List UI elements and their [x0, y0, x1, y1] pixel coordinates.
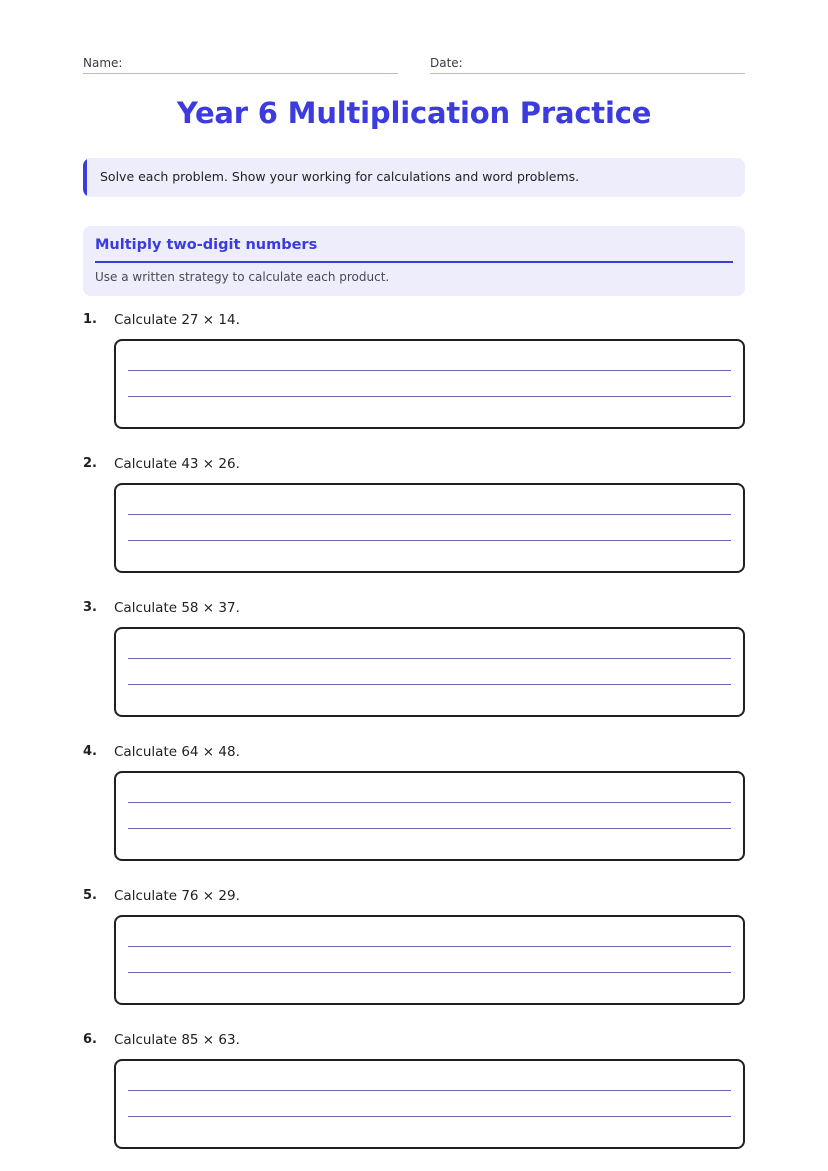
question-number: 3. [83, 600, 97, 615]
answer-line [128, 1116, 731, 1117]
section-header [83, 226, 745, 296]
answer-box[interactable] [114, 1059, 745, 1149]
answer-line [128, 802, 731, 803]
date-field[interactable] [430, 52, 745, 74]
answer-line [128, 370, 731, 371]
question-6 [83, 1031, 745, 1151]
question-number: 5. [83, 888, 97, 903]
answer-box[interactable] [114, 339, 745, 429]
question-number: 1. [83, 312, 97, 327]
page-title: Year 6 Multiplication Practice [176, 96, 652, 130]
section-title: Multiply two-digit numbers [95, 235, 733, 263]
answer-line [128, 658, 731, 659]
question-number: 2. [83, 456, 97, 471]
question-number: 4. [83, 744, 97, 759]
question-text: Calculate 76 × 29. [114, 888, 240, 904]
answer-box[interactable] [114, 915, 745, 1005]
question-5 [83, 887, 745, 1007]
answer-box[interactable] [114, 627, 745, 717]
question-4 [83, 743, 745, 863]
answer-box[interactable] [114, 771, 745, 861]
answer-line [128, 540, 731, 541]
instructions-box [83, 158, 745, 197]
date-label: Date: [430, 56, 463, 70]
answer-box[interactable] [114, 483, 745, 573]
answer-line [128, 972, 731, 973]
question-text: Calculate 27 × 14. [114, 312, 240, 328]
question-2 [83, 455, 745, 575]
question-text: Calculate 58 × 37. [114, 600, 240, 616]
answer-line [128, 946, 731, 947]
answer-line [128, 1090, 731, 1091]
name-field[interactable] [83, 52, 398, 74]
instructions-text: Solve each problem. Show your working for calculations and word problems. [100, 169, 580, 184]
student-info [83, 52, 745, 74]
question-text: Calculate 64 × 48. [114, 744, 240, 760]
answer-line [128, 514, 731, 515]
question-text: Calculate 85 × 63. [114, 1032, 240, 1048]
answer-line [128, 828, 731, 829]
question-text: Calculate 43 × 26. [114, 456, 240, 472]
answer-line [128, 684, 731, 685]
question-number: 6. [83, 1032, 97, 1047]
name-label: Name: [83, 56, 123, 70]
question-1 [83, 311, 745, 431]
question-3 [83, 599, 745, 719]
answer-line [128, 396, 731, 397]
section-subtitle: Use a written strategy to calculate each product. [95, 270, 390, 284]
